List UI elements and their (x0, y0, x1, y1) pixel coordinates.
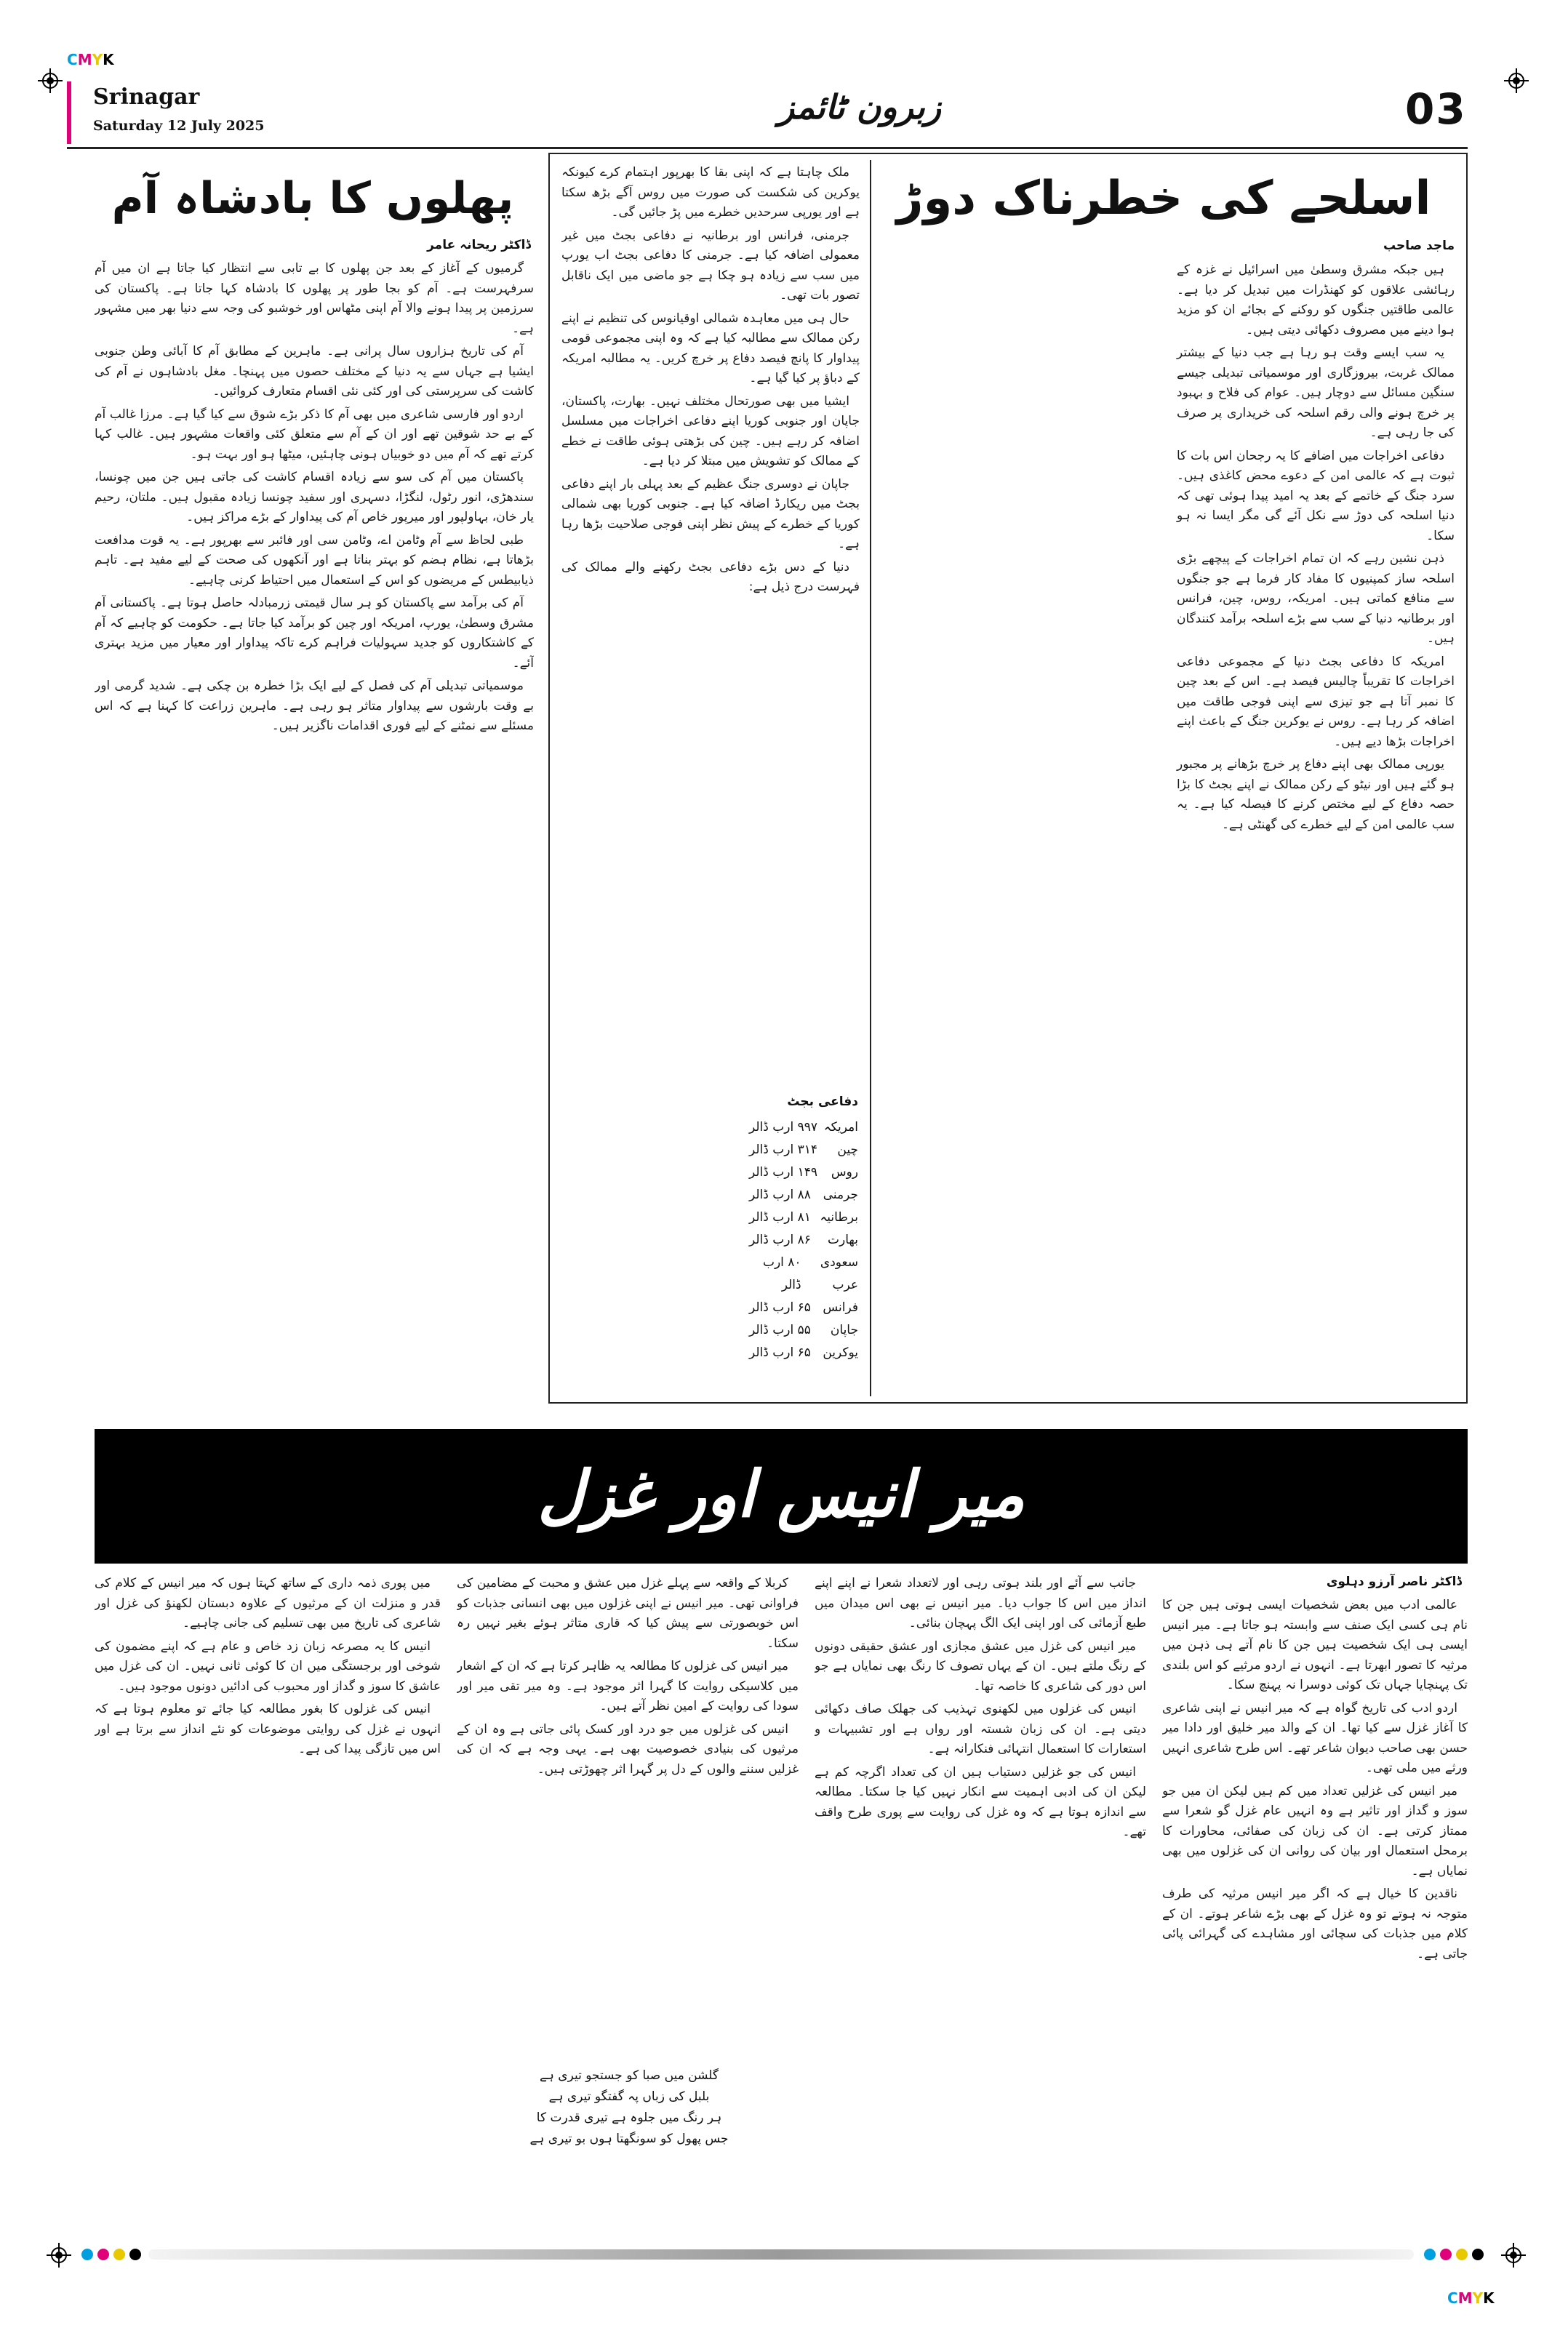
budget-amount: ۶۵ ارب ڈالر (749, 1300, 811, 1315)
color-dot-cyan (1424, 2249, 1436, 2260)
ghazal-paragraph: میر انیس کی غزلوں کا مطالعہ یہ ظاہر کرتا ہے کہ ان کے اشعار میں کلاسیکی روایت کا گہرا اثر موجود ہے۔ وہ میر تقی میر اور سودا کی روایت کے امین نظر آتے ہیں۔ (457, 1659, 799, 1713)
poem-line: بلبل کی زباں پہ گفتگو تیری ہے (548, 2089, 710, 2104)
budget-row (749, 1342, 858, 1364)
ghazal-paragraph: انیس کی غزلوں کا بغور مطالعہ کیا جائے تو معلوم ہوتا ہے کہ انہوں نے غزل کی روایتی موضوعات کو نئے انداز سے برتا ہے اور اس میں تازگی پیدا کی ہے۔ (95, 1702, 441, 1756)
color-dot-black (1472, 2249, 1484, 2260)
budget-row (749, 1116, 858, 1139)
weapons-column-1 (880, 260, 1455, 1395)
poem-line: جس پھول کو سونگھتا ہوں بو تیری ہے (529, 2132, 729, 2146)
mango-paragraph: گرمیوں کے آغاز کے بعد جن پھلوں کا بے تابی سے انتظار کیا جاتا ہے ان میں آم سرفہرست ہے۔ آم کو بجا طور پر پھلوں کا بادشاہ کہا جاتا ہے۔ پاکستان کی سرزمین پر پیدا ہونے والا آم اپنی مٹھاس اور خوشبو کی وجہ سے دنیا بھر میں مشہور ہے۔ (95, 261, 534, 336)
budget-row (749, 1184, 858, 1206)
weapons-paragraph: حال ہی میں معاہدہ شمالی اوقیانوس کی تنظیم نے اپنے رکن ممالک سے مطالبہ کیا ہے کہ وہ اپنی مجموعی قومی پیداوار کا پانچ فیصد دفاع پر خرچ کریں۔ یہ مطالبہ امریکہ کے دباؤ پر کیا گیا ہے۔ (561, 311, 860, 385)
cmyk-mark-bottom: CMYK (1447, 2289, 1495, 2307)
weapons-column-divider (870, 160, 871, 1396)
ghazal-byline: ڈاکٹر ناصر آرزو دہلوی (1326, 1574, 1462, 1589)
budget-country: چین (837, 1143, 858, 1157)
page-number: 03 (1405, 84, 1467, 134)
poem-line: گلشن میں صبا کو جستجو تیری ہے (539, 2068, 719, 2083)
weapons-paragraph: ملک چاہتا ہے کہ اپنی بقا کا بھرپور اہتمام کرے کیونکہ یوکرین کی شکست کی صورت میں روس آگے بڑھ سکتا ہے اور یورپی سرحدیں خطرے میں پڑ جائیں گی۔ (561, 165, 860, 220)
weapons-paragraph: یہ سب ایسے وقت ہو رہا ہے جب دنیا کے بیشتر ممالک غربت، بیروزگاری اور موسمیاتی تبدیلی جیسے سنگین مسائل سے دوچار ہیں۔ عوام کی فلاح و بہبود پر خرچ ہونے والی رقم اسلحہ کی خریداری پر صرف کی جا رہی ہے۔ (1177, 345, 1455, 440)
bottom-gradient-bar (148, 2249, 1414, 2260)
weapons-paragraph: دفاعی اخراجات میں اضافے کا یہ رجحان اس بات کا ثبوت ہے کہ عالمی امن کے دعوے محض کاغذی ہیں۔ سرد جنگ کے خاتمے کے بعد یہ امید پیدا ہوئی تھی کہ دنیا اسلحہ کی دوڑ سے نکل آئے گی مگر ایسا نہ ہو سکا۔ (1177, 448, 1455, 543)
color-dot-magenta (97, 2249, 109, 2260)
ghazal-paragraph: میں پوری ذمہ داری کے ساتھ کہتا ہوں کہ میر انیس کے کلام کی قدر و منزلت ان کے مرثیوں کے علاوہ دبستان لکھنؤ کی غزل اور شاعری کی تاریخ میں بھی تسلیم کی جانی چاہیے۔ (95, 1576, 441, 1630)
ghazal-paragraph: انیس کی جو غزلیں دستیاب ہیں ان کی تعداد اگرچہ کم ہے لیکن ان کی ادبی اہمیت سے انکار نہیں کیا جا سکتا۔ مطالعہ سے اندازہ ہوتا ہے کہ وہ غزل کی روایت سے پوری طرح واقف تھے۔ (815, 1764, 1146, 1839)
mango-paragraph: آم کی تاریخ ہزاروں سال پرانی ہے۔ ماہرین کے مطابق آم کا آبائی وطن جنوبی ایشیا ہے جہاں سے یہ دنیا کے مختلف حصوں میں پہنچا۔ مغل بادشاہوں نے آم کی کاشت کی سرپرستی کی اور کئی نئی اقسام متعارف کروائیں۔ (95, 344, 534, 399)
budget-country: بھارت (828, 1233, 858, 1247)
budget-country: روس (831, 1165, 858, 1180)
mango-byline: ڈاکٹر ریحانہ عامر (427, 238, 531, 252)
weapons-headline: اسلحے کی خطرناک دوڑ (896, 172, 1431, 225)
weapons-column-2 (561, 163, 860, 1079)
mango-paragraph: آم کی برآمد سے پاکستان کو ہر سال قیمتی زرمبادلہ حاصل ہوتا ہے۔ پاکستانی آم مشرق وسطیٰ، یورپ، امریکہ اور چین کو برآمد کیا جاتا ہے۔ حکومت کو چاہیے کہ آم کے کاشتکاروں کو جدید سہولیات فراہم کرے تاکہ پیداوار اور معیار میں مزید بہتری آئے۔ (95, 596, 534, 671)
budget-amount: ۸۱ ارب ڈالر (749, 1210, 811, 1225)
budget-country: سعودی عرب (820, 1255, 858, 1292)
budget-amount: ۸۰ ارب ڈالر (762, 1255, 801, 1292)
weapons-paragraph: ذہن نشین رہے کہ ان تمام اخراجات کے پیچھے بڑی اسلحہ ساز کمپنیوں کا مفاد کار فرما ہے جو جنگوں سے منافع کماتی ہیں۔ امریکہ، روس، چین، فرانس اور برطانیہ دنیا کے سب سے بڑے اسلحہ برآمد کنندگان ہیں۔ (1177, 551, 1455, 646)
budget-row (749, 1161, 858, 1184)
budget-country: جاپان (830, 1323, 858, 1337)
mango-column (95, 259, 534, 1393)
weapons-paragraph: ہیں جبکہ مشرق وسطیٰ میں اسرائیل نے غزہ کے رہائشی علاقوں کو کھنڈرات میں تبدیل کر دیا ہے۔ عالمی طاقتیں جنگوں کو روکنے کے بجائے ان کو مزید ہوا دینے میں مصروف دکھائی دیتی ہیں۔ (1177, 263, 1455, 337)
weapons-paragraph: جاپان نے دوسری جنگ عظیم کے بعد پہلی بار اپنے دفاعی بجٹ میں ریکارڈ اضافہ کیا ہے۔ جنوبی کوریا بھی شمالی کوریا کے خطرے کے پیش نظر اپنی فوجی صلاحیت بڑھا رہا ہے۔ (561, 476, 860, 551)
budget-row (749, 1139, 858, 1161)
masthead (67, 81, 1468, 144)
ghazal-paragraph: انیس کی غزلوں میں لکھنوی تہذیب کی جھلک صاف دکھائی دیتی ہے۔ ان کی زبان شستہ اور رواں ہے اور تشبیہات و استعارات کا استعمال انتہائی فنکارانہ ہے۔ (815, 1702, 1146, 1756)
registration-mark-bottom-right (1505, 2247, 1521, 2263)
registration-mark-top-right (1508, 73, 1524, 89)
color-dot-yellow (113, 2249, 125, 2260)
budget-amount: ۶۵ ارب ڈالر (749, 1345, 811, 1360)
ghazal-column-1 (1162, 1596, 1468, 2228)
budget-row (749, 1229, 858, 1252)
ghazal-paragraph: اردو ادب کی تاریخ گواہ ہے کہ میر انیس نے اپنی شاعری کا آغاز غزل سے کیا تھا۔ ان کے والد میر خلیق اور دادا میر حسن بھی صاحب دیوان شاعر تھے۔ اس طرح شاعری انہیں ورثے میں ملی تھی۔ (1162, 1700, 1468, 1775)
budget-country: برطانیہ (820, 1210, 858, 1225)
masthead-date: Saturday 12 July 2025 (93, 118, 265, 134)
color-dot-black (129, 2249, 141, 2260)
budget-row (749, 1252, 858, 1297)
ghazal-paragraph: انیس کا یہ مصرعہ زبان زد خاص و عام ہے کہ اپنے مضمون کی شوخی اور برجستگی میں ان کا کوئی ثانی نہیں۔ ان کی غزل میں عاشق کا سوز و گداز اور محبوب کی ادائیں دونوں موجود ہیں۔ (95, 1638, 441, 1694)
ghazal-paragraph: کربلا کے واقعہ سے پہلے غزل میں عشق و محبت کے مضامین کی فراوانی تھی۔ میر انیس نے اپنی غزلوں میں بھی انسانی جذبات کو اس خوبصورتی سے پیش کیا کہ قاری متاثر ہوئے بغیر نہیں رہ سکتا۔ (457, 1576, 799, 1651)
ghazal-banner-title: میر انیس اور غزل (537, 1457, 1025, 1532)
budget-country: فرانس (823, 1300, 858, 1315)
budget-amount: ۸۸ ارب ڈالر (749, 1188, 811, 1202)
budget-country: یوکرین (823, 1345, 858, 1360)
mango-paragraph: طبی لحاظ سے آم وٹامن اے، وٹامن سی اور فائبر سے بھرپور ہے۔ یہ قوت مدافعت بڑھاتا ہے، نظام ہضم کو بہتر بناتا ہے اور آنکھوں کی صحت کے لیے مفید ہے۔ تاہم ذیابیطس کے مریضوں کو اس کے استعمال میں احتیاط کرنی چاہیے۔ (95, 532, 534, 588)
masthead-rule (67, 147, 1468, 149)
ghazal-column-4 (95, 1574, 441, 2228)
weapons-paragraph: امریکہ کا دفاعی بجٹ دنیا کے مجموعی دفاعی اخراجات کا تقریباً چالیس فیصد ہے۔ اس کے بعد چین کا نمبر آتا ہے جو تیزی سے اپنی فوجی طاقت میں اضافہ کر رہا ہے۔ روس نے یوکرین جنگ کے باعث اپنے اخراجات بڑھا دیے ہیں۔ (1177, 654, 1455, 749)
cmyk-mark-top: CMYK (67, 51, 114, 68)
masthead-left-bar (67, 81, 71, 144)
color-dot-cyan (81, 2249, 93, 2260)
budget-amount: ۸۶ ارب ڈالر (749, 1233, 811, 1247)
poem-line: ہر رنگ میں جلوہ ہے تیری قدرت کا (536, 2110, 722, 2125)
budget-row (749, 1297, 858, 1319)
weapons-paragraph: ایشیا میں بھی صورتحال مختلف نہیں۔ بھارت، پاکستان، جاپان اور جنوبی کوریا اپنے دفاعی اخراجات میں مسلسل اضافہ کر رہے ہیں۔ چین کی بڑھتی ہوئی طاقت نے خطے کے ممالک کو تشویش میں مبتلا کر دیا ہے۔ (561, 393, 860, 468)
budget-row (749, 1319, 858, 1342)
mango-paragraph: اردو اور فارسی شاعری میں بھی آم کا ذکر بڑے شوق سے کیا گیا ہے۔ مرزا غالب آم کے بے حد شوقین تھے اور ان کے آم سے متعلق کئی واقعات مشہور ہیں۔ غالب کہا کرتے تھے کہ آم میں دو خوبیاں ہونی چاہئیں، میٹھا ہو اور بہت ہو۔ (95, 407, 534, 462)
budget-amount: ۵۵ ارب ڈالر (749, 1323, 811, 1337)
ghazal-paragraph: میر انیس کی غزلیں تعداد میں کم ہیں لیکن ان میں جو سوز و گداز اور تاثیر ہے وہ انہیں عام غزل گو شعرا سے ممتاز کرتی ہے۔ ان کی زبان کی صفائی، محاورات کا برمحل استعمال اور بیان کی روانی ان کی غزلوں میں بھی نمایاں ہے۔ (1162, 1783, 1468, 1878)
mango-headline: پھلوں کا بادشاہ آم (111, 173, 514, 224)
budget-row (749, 1206, 858, 1229)
budget-amount: ۱۴۹ ارب ڈالر (749, 1165, 818, 1180)
budget-amount: ۹۹۷ ارب ڈالر (749, 1120, 818, 1135)
masthead-city: Srinagar (93, 84, 200, 110)
color-dot-yellow (1456, 2249, 1468, 2260)
budget-list (727, 1091, 858, 1364)
ghazal-banner (95, 1429, 1468, 1564)
mango-paragraph: پاکستان میں آم کی سو سے زیادہ اقسام کاشت کی جاتی ہیں جن میں چونسا، سندھڑی، انور رٹول، لنگڑا، دسہری اور سفید چونسا زیادہ مقبول ہیں۔ ملتان، رحیم یار خان، بہاولپور اور میرپور خاص آم کی پیداوار کے بڑے مراکز ہیں۔ (95, 470, 534, 524)
ghazal-poem (509, 2065, 749, 2150)
registration-mark-bottom-left (51, 2247, 67, 2263)
ghazal-paragraph: میر انیس کی غزل میں عشق مجازی اور عشق حقیقی دونوں کے رنگ ملتے ہیں۔ ان کے یہاں تصوف کا رنگ بھی نمایاں ہے جو اس دور کی شاعری کا خاصہ تھا۔ (815, 1638, 1146, 1694)
budget-country: جرمنی (823, 1188, 858, 1202)
paper-name: زبرون ٹائمز (777, 87, 941, 127)
ghazal-column-2 (815, 1574, 1146, 2228)
weapons-paragraph: دنیا کے دس بڑے دفاعی بجٹ رکھنے والے ممالک کی فہرست درج ذیل ہے: (561, 559, 860, 594)
ghazal-paragraph: عالمی ادب میں بعض شخصیات ایسی ہوتی ہیں جن کا نام ہی کسی ایک صنف سے وابستہ ہو جاتا ہے۔ میر انیس ایسی ہی ایک شخصیت ہیں جن کا نام آتے ہی ذہن میں مرثیہ کا تصور ابھرتا ہے۔ انہوں نے اردو مرثیے کو اس بلندی تک پہنچایا جہاں تک کوئی دوسرا نہ پہنچ سکا۔ (1162, 1598, 1468, 1692)
mango-paragraph: موسمیاتی تبدیلی آم کی فصل کے لیے ایک بڑا خطرہ بن چکی ہے۔ شدید گرمی اور بے وقت بارشوں سے پیداوار متاثر ہو رہی ہے۔ ماہرین زراعت کا کہنا ہے کہ اس مسئلے سے نمٹنے کے لیے فوری اقدامات ناگزیر ہیں۔ (95, 679, 534, 733)
budget-country: امریکہ (823, 1120, 858, 1135)
ghazal-paragraph: جانب سے آئے اور بلند ہوتی رہی اور لاتعداد شعرا نے اپنے اپنے انداز میں اس کا جواب دیا۔ میر انیس نے بھی اس میدان میں طبع آزمائی کی اور اپنی ایک الگ پہچان بنائی۔ (815, 1576, 1146, 1630)
budget-heading: دفاعی بجٹ (787, 1095, 858, 1109)
weapons-byline: ماجد صاحب (1383, 239, 1455, 253)
weapons-paragraph: جرمنی، فرانس اور برطانیہ نے دفاعی بجٹ میں غیر معمولی اضافہ کیا ہے۔ جرمنی کا دفاعی بجٹ اب یورپ میں سب سے زیادہ ہو چکا ہے جو ماضی میں ایک ناقابل تصور بات تھی۔ (561, 228, 860, 303)
color-dot-magenta (1440, 2249, 1452, 2260)
ghazal-paragraph: ناقدین کا خیال ہے کہ اگر میر انیس مرثیہ کی طرف متوجہ نہ ہوتے تو وہ غزل کے بھی بڑے شاعر ہوتے۔ ان کے کلام میں جذبات کی سچائی اور مشاہدے کی گہرائی پائی جاتی ہے۔ (1162, 1886, 1468, 1961)
budget-amount: ۳۱۴ ارب ڈالر (749, 1143, 818, 1157)
ghazal-paragraph: انیس کی غزلوں میں جو درد اور کسک پائی جاتی ہے وہ ان کے مرثیوں کی بنیادی خصوصیت بھی ہے۔ یہی وجہ ہے کہ ان کی غزلیں سننے والوں کے دل پر گہرا اثر چھوڑتی ہیں۔ (457, 1721, 799, 1777)
weapons-paragraph: یورپی ممالک بھی اپنے دفاع پر خرچ بڑھانے پر مجبور ہو گئے ہیں اور نیٹو کے رکن ممالک نے اپنے بجٹ کا بڑا حصہ دفاع کے لیے مختص کرنے کا فیصلہ کیا ہے۔ یہ سب عالمی امن کے لیے خطرے کی گھنٹی ہے۔ (1177, 757, 1455, 832)
registration-mark-top-left (42, 73, 58, 89)
